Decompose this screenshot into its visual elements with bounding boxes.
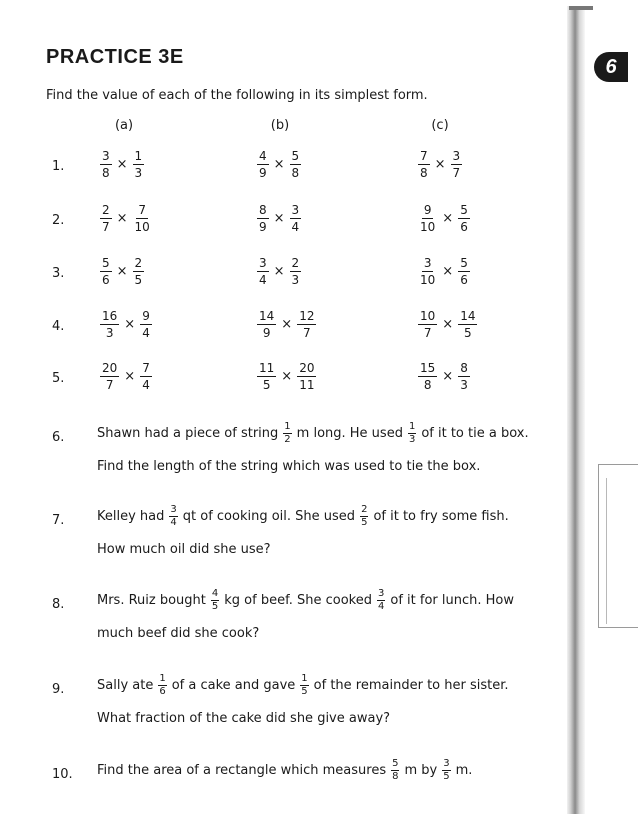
problem-number: 8.	[52, 597, 65, 612]
times-sign: ×	[116, 264, 128, 279]
denominator: 6	[102, 273, 110, 287]
problem-text: of it for lunch. How	[390, 593, 514, 608]
denominator: 5	[301, 686, 308, 697]
denominator: 9	[262, 326, 271, 340]
fraction	[100, 310, 119, 339]
numerator: 5	[102, 256, 110, 270]
fraction	[290, 204, 302, 233]
numerator: 16	[102, 309, 118, 323]
denominator: 4	[142, 378, 150, 392]
exercise-4c	[418, 310, 477, 339]
fraction	[100, 150, 112, 179]
denominator: 5	[134, 273, 143, 287]
problem-6-line-1	[97, 422, 529, 445]
denominator: 3	[134, 166, 143, 180]
inline-fraction	[169, 505, 177, 528]
problem-number: 9.	[52, 682, 65, 697]
numerator: 20	[299, 361, 315, 375]
problem-text: m.	[455, 763, 473, 778]
numerator: 20	[102, 361, 118, 375]
denominator: 10	[420, 273, 436, 287]
book-spine-shadow	[567, 6, 585, 814]
problem-8-line-2	[97, 626, 259, 641]
fraction	[458, 310, 477, 339]
problem-text: What fraction of the cake did she give away?	[97, 711, 391, 726]
denominator: 8	[392, 771, 399, 782]
column-header-a: (a)	[114, 118, 134, 133]
fraction	[133, 204, 152, 233]
problem-text: m long. He used	[296, 426, 403, 441]
denominator: 9	[259, 220, 267, 234]
exercise-5c	[418, 362, 470, 391]
numerator: 3	[291, 203, 300, 217]
denominator: 6	[460, 273, 468, 287]
exercise-1a	[100, 150, 144, 179]
problem-number: 7.	[52, 513, 65, 528]
denominator: 8	[102, 166, 110, 180]
fraction	[290, 150, 302, 179]
times-sign: ×	[281, 369, 293, 384]
fraction	[458, 362, 470, 391]
instructions: Find the value of each of the following in its simplest form.	[46, 88, 428, 103]
numerator: 2	[291, 256, 300, 270]
numerator: 3	[259, 256, 267, 270]
problem-text: kg of beef. She cooked	[224, 593, 372, 608]
numerator: 2	[134, 256, 143, 270]
numerator: 3	[452, 149, 461, 163]
numerator: 1	[408, 421, 416, 432]
exercise-1b	[257, 150, 301, 179]
numerator: 1	[159, 673, 166, 684]
numerator: 10	[420, 309, 436, 323]
denominator: 7	[105, 378, 114, 392]
denominator: 7	[303, 326, 311, 340]
exercise-2a	[100, 204, 152, 233]
exercise-3b	[257, 257, 301, 286]
fraction	[297, 310, 316, 339]
denominator: 8	[423, 378, 432, 392]
exercise-4b	[257, 310, 316, 339]
exercise-row-number: 5.	[52, 371, 65, 386]
problem-text: Mrs. Ruiz bought	[97, 593, 206, 608]
problem-8-line-1	[97, 589, 514, 612]
inline-fraction	[442, 759, 450, 782]
denominator: 4	[142, 326, 150, 340]
fraction	[458, 204, 470, 233]
problem-9-line-1	[97, 674, 509, 697]
denominator: 3	[291, 273, 300, 287]
numerator: 4	[259, 149, 267, 163]
numerator: 5	[291, 149, 300, 163]
problem-text: How much oil did she use?	[97, 542, 271, 557]
problem-text: Kelley had	[97, 509, 165, 524]
numerator: 2	[102, 203, 110, 217]
inline-fraction	[377, 589, 385, 612]
times-sign: ×	[124, 317, 136, 332]
problem-text: m by	[404, 763, 438, 778]
fraction	[140, 362, 152, 391]
times-sign: ×	[273, 264, 285, 279]
denominator: 7	[423, 326, 432, 340]
column-header-c: (c)	[431, 118, 449, 133]
fraction	[418, 204, 437, 233]
denominator: 8	[420, 166, 428, 180]
numerator: 3	[377, 588, 385, 599]
inline-fraction	[391, 759, 399, 782]
fraction	[257, 150, 269, 179]
numerator: 9	[423, 203, 432, 217]
problem-7-line-1	[97, 505, 509, 528]
numerator: 4	[211, 588, 219, 599]
problem-text: of it to fry some fish.	[373, 509, 509, 524]
exercise-row-number: 2.	[52, 213, 65, 228]
times-sign: ×	[116, 211, 128, 226]
numerator: 5	[392, 758, 399, 769]
times-sign: ×	[442, 369, 454, 384]
numerator: 5	[460, 256, 468, 270]
fraction	[257, 257, 269, 286]
numerator: 12	[299, 309, 315, 323]
denominator: 3	[105, 326, 114, 340]
inline-fraction	[300, 674, 308, 697]
numerator: 14	[259, 309, 275, 323]
facing-page-box	[598, 464, 638, 628]
fraction	[100, 362, 119, 391]
times-sign: ×	[281, 317, 293, 332]
problem-text: Find the area of a rectangle which measures	[97, 763, 387, 778]
numerator: 3	[443, 758, 450, 769]
problem-text: Shawn had a piece of string	[97, 426, 279, 441]
denominator: 10	[420, 220, 436, 234]
problem-10-line-1	[97, 759, 472, 782]
problem-text: of it to tie a box.	[421, 426, 529, 441]
denominator: 9	[259, 166, 267, 180]
inline-fraction	[360, 505, 368, 528]
fraction	[418, 257, 437, 286]
denominator: 5	[361, 517, 368, 528]
exercise-row-number: 4.	[52, 319, 65, 334]
column-header-b: (b)	[270, 118, 290, 133]
inline-fraction	[283, 422, 291, 445]
times-sign: ×	[442, 211, 454, 226]
numerator: 7	[138, 203, 146, 217]
numerator: 8	[259, 203, 267, 217]
exercise-1c	[418, 150, 462, 179]
numerator: 14	[460, 309, 476, 323]
exercise-row-number: 1.	[52, 159, 65, 174]
exercise-row-number: 3.	[52, 266, 65, 281]
numerator: 11	[259, 361, 275, 375]
fraction	[297, 362, 316, 391]
numerator: 5	[460, 203, 468, 217]
fraction	[418, 310, 437, 339]
numerator: 7	[142, 361, 150, 375]
denominator: 3	[408, 434, 416, 445]
denominator: 6	[460, 220, 468, 234]
inline-fraction	[211, 589, 219, 612]
denominator: 5	[464, 326, 472, 340]
exercise-3c	[418, 257, 470, 286]
fraction	[290, 257, 302, 286]
fraction	[100, 204, 112, 233]
fraction	[133, 257, 145, 286]
denominator: 8	[291, 166, 300, 180]
fraction	[451, 150, 463, 179]
denominator: 5	[443, 771, 450, 782]
numerator: 9	[142, 309, 150, 323]
numerator: 1	[284, 421, 291, 432]
fraction	[100, 257, 112, 286]
numerator: 1	[134, 149, 143, 163]
fraction	[257, 362, 276, 391]
problem-text: of the remainder to her sister.	[313, 678, 509, 693]
problem-6-line-2	[97, 459, 480, 474]
denominator: 10	[134, 220, 150, 234]
inline-fraction	[158, 674, 166, 697]
exercise-2b	[257, 204, 301, 233]
exercise-4a	[100, 310, 152, 339]
exercise-3a	[100, 257, 144, 286]
numerator: 3	[170, 504, 177, 515]
fraction	[418, 362, 437, 391]
fraction	[257, 204, 269, 233]
problem-text: Sally ate	[97, 678, 154, 693]
fraction	[458, 257, 470, 286]
problem-number: 6.	[52, 430, 65, 445]
denominator: 6	[159, 686, 166, 697]
problem-text: Find the length of the string which was used to tie the box.	[97, 459, 481, 474]
times-sign: ×	[442, 264, 454, 279]
problem-7-line-2	[97, 542, 271, 557]
facing-page-rule	[606, 478, 607, 624]
denominator: 5	[211, 601, 219, 612]
chapter-tab: 6	[594, 52, 628, 82]
times-sign: ×	[273, 157, 285, 172]
denominator: 7	[102, 220, 110, 234]
fraction	[257, 310, 276, 339]
numerator: 15	[420, 361, 436, 375]
fraction	[140, 310, 152, 339]
denominator: 4	[377, 601, 385, 612]
times-sign: ×	[124, 369, 136, 384]
fraction	[133, 150, 145, 179]
numerator: 3	[102, 149, 110, 163]
denominator: 11	[299, 378, 315, 392]
fraction	[418, 150, 430, 179]
page-title: PRACTICE 3E	[46, 46, 184, 68]
exercise-5a	[100, 362, 152, 391]
exercise-2c	[418, 204, 470, 233]
times-sign: ×	[442, 317, 454, 332]
problem-number: 10.	[52, 767, 73, 782]
book-spine-edge	[569, 6, 593, 10]
denominator: 3	[460, 378, 468, 392]
denominator: 4	[170, 517, 177, 528]
times-sign: ×	[116, 157, 128, 172]
problem-9-line-2	[97, 711, 390, 726]
denominator: 5	[262, 378, 271, 392]
denominator: 4	[291, 220, 300, 234]
denominator: 4	[259, 273, 267, 287]
problem-text: much beef did she cook?	[97, 626, 260, 641]
numerator: 2	[361, 504, 368, 515]
inline-fraction	[408, 422, 416, 445]
times-sign: ×	[434, 157, 446, 172]
denominator: 7	[452, 166, 461, 180]
problem-text: qt of cooking oil. She used	[182, 509, 356, 524]
denominator: 2	[284, 434, 291, 445]
numerator: 7	[420, 149, 428, 163]
problem-text: of a cake and gave	[171, 678, 296, 693]
times-sign: ×	[273, 211, 285, 226]
exercise-5b	[257, 362, 316, 391]
numerator: 3	[423, 256, 432, 270]
numerator: 1	[301, 673, 308, 684]
numerator: 8	[460, 361, 468, 375]
